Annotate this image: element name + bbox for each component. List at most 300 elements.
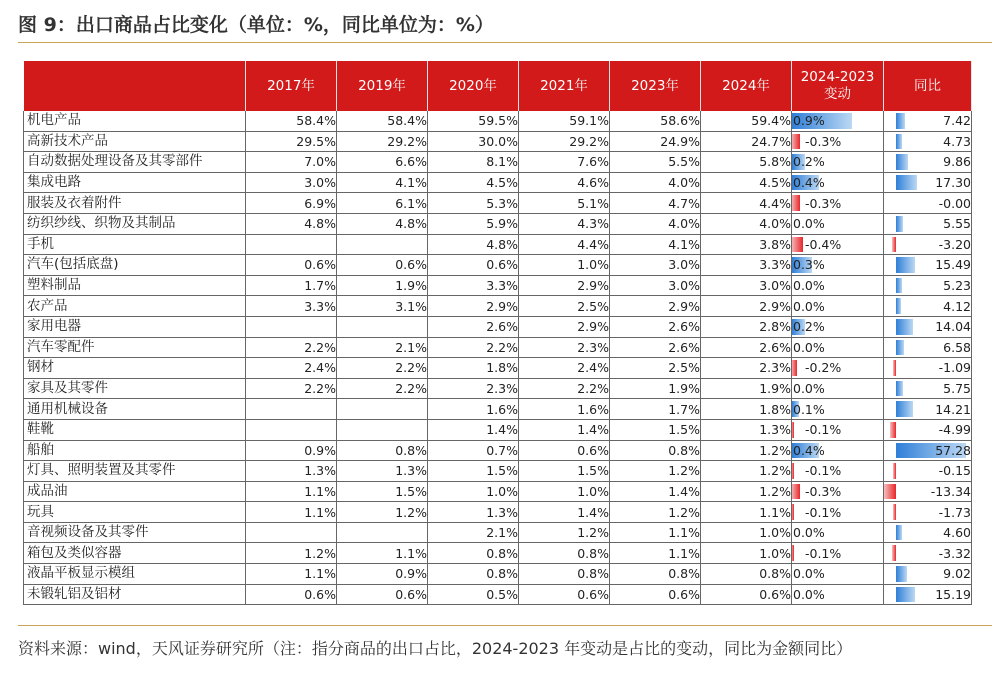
change-value: 0.0%: [793, 298, 825, 314]
cell-change: [792, 131, 884, 152]
cell-y2023: 1.7%: [610, 399, 701, 420]
cell-y2021: 0.8%: [519, 543, 610, 564]
cell-y2017: 1.1%: [246, 502, 337, 523]
row-label: 高新技术产品: [24, 131, 246, 152]
yoy-value: -4.99: [938, 422, 971, 438]
cell-y2024: 1.0%: [701, 543, 792, 564]
change-value: 0.0%: [793, 566, 825, 582]
cell-y2020: 59.5%: [428, 111, 519, 131]
yoy-bar-negative: [892, 545, 896, 561]
table-row: [24, 152, 972, 173]
cell-yoy: [884, 378, 972, 399]
change-value: -0.3%: [805, 483, 842, 499]
header-blank: [24, 61, 246, 111]
cell-yoy: [884, 111, 972, 131]
cell-y2023: 2.6%: [610, 316, 701, 337]
cell-y2020: 1.0%: [428, 481, 519, 502]
change-value: 0.2%: [793, 154, 825, 170]
cell-y2024: 3.3%: [701, 255, 792, 276]
header-2024: 2024年: [701, 61, 792, 111]
yoy-bar-negative: [893, 360, 896, 376]
cell-y2017: 4.8%: [246, 213, 337, 234]
yoy-value: 57.28: [935, 442, 971, 458]
cell-y2024: 1.1%: [701, 502, 792, 523]
row-label: 纺织纱线、织物及其制品: [24, 213, 246, 234]
cell-y2023: 2.6%: [610, 337, 701, 358]
change-value: 0.0%: [793, 525, 825, 541]
cell-yoy: [884, 584, 972, 605]
footer-divider: [18, 625, 992, 626]
row-label: 通用机械设备: [24, 399, 246, 420]
cell-y2024: 1.2%: [701, 440, 792, 461]
cell-y2019: 2.2%: [337, 358, 428, 379]
cell-y2021: 2.9%: [519, 316, 610, 337]
cell-y2023: 0.8%: [610, 564, 701, 585]
row-label: 钢材: [24, 358, 246, 379]
cell-yoy: [884, 316, 972, 337]
cell-y2019: 58.4%: [337, 111, 428, 131]
cell-y2023: 1.1%: [610, 522, 701, 543]
change-bar-negative: [792, 545, 795, 561]
yoy-bar-positive: [896, 381, 903, 397]
row-label: 汽车(包括底盘): [24, 255, 246, 276]
cell-change: [792, 502, 884, 523]
change-bar-negative: [792, 134, 801, 150]
table-row: [24, 564, 972, 585]
yoy-bar-positive: [896, 175, 917, 191]
cell-y2017: 3.3%: [246, 296, 337, 317]
cell-y2017: 1.2%: [246, 543, 337, 564]
yoy-bar-positive: [896, 401, 913, 417]
cell-y2019: 1.3%: [337, 461, 428, 482]
yoy-value: 4.12: [943, 298, 971, 314]
change-value: -0.1%: [805, 545, 842, 561]
yoy-bar-positive: [896, 319, 913, 335]
cell-y2020: 5.9%: [428, 213, 519, 234]
cell-y2020: 5.3%: [428, 193, 519, 214]
yoy-bar-negative: [893, 504, 896, 520]
header-yoy: 同比: [884, 61, 972, 111]
cell-y2021: 1.2%: [519, 522, 610, 543]
cell-y2024: 59.4%: [701, 111, 792, 131]
cell-yoy: [884, 255, 972, 276]
yoy-bar-positive: [896, 113, 905, 129]
yoy-value: 14.21: [935, 401, 971, 417]
cell-y2023: 1.2%: [610, 461, 701, 482]
cell-y2019: 1.2%: [337, 502, 428, 523]
figure-title: 图 9：出口商品占比变化（单位：%，同比单位为：%）: [18, 14, 494, 36]
cell-y2020: 1.3%: [428, 502, 519, 523]
cell-change: [792, 440, 884, 461]
yoy-value: -3.20: [938, 236, 971, 252]
table-row: [24, 316, 972, 337]
yoy-value: 4.60: [943, 525, 971, 541]
cell-y2020: 0.6%: [428, 255, 519, 276]
change-value: 0.0%: [793, 381, 825, 397]
cell-y2020: 0.7%: [428, 440, 519, 461]
row-label: 船舶: [24, 440, 246, 461]
yoy-value: 15.49: [935, 257, 971, 273]
cell-y2023: 58.6%: [610, 111, 701, 131]
table-row: [24, 502, 972, 523]
cell-y2019: [337, 234, 428, 255]
table-row: [24, 522, 972, 543]
yoy-bar-positive: [896, 525, 902, 541]
export-share-table: [23, 61, 972, 605]
cell-y2023: 1.9%: [610, 378, 701, 399]
cell-change: [792, 172, 884, 193]
cell-y2020: 0.8%: [428, 543, 519, 564]
cell-y2019: [337, 399, 428, 420]
cell-y2023: 3.0%: [610, 255, 701, 276]
cell-y2021: 2.2%: [519, 378, 610, 399]
yoy-bar-negative: [893, 463, 896, 479]
cell-y2021: 2.9%: [519, 275, 610, 296]
cell-y2017: 0.6%: [246, 584, 337, 605]
table-row: [24, 234, 972, 255]
cell-yoy: [884, 296, 972, 317]
table-row: [24, 481, 972, 502]
row-label: 服装及衣着附件: [24, 193, 246, 214]
table-row: [24, 193, 972, 214]
change-bar-negative: [792, 484, 801, 500]
yoy-value: -3.32: [938, 545, 971, 561]
yoy-value: 5.75: [943, 381, 971, 397]
cell-y2019: 0.6%: [337, 255, 428, 276]
cell-y2017: 58.4%: [246, 111, 337, 131]
cell-yoy: [884, 522, 972, 543]
cell-y2023: 4.0%: [610, 172, 701, 193]
cell-yoy: [884, 152, 972, 173]
cell-y2023: 3.0%: [610, 275, 701, 296]
yoy-value: 14.04: [935, 319, 971, 335]
cell-y2021: 1.4%: [519, 502, 610, 523]
cell-y2021: 0.8%: [519, 564, 610, 585]
change-value: 0.0%: [793, 216, 825, 232]
cell-y2021: 0.6%: [519, 584, 610, 605]
header-row: [24, 61, 972, 111]
cell-y2024: 1.8%: [701, 399, 792, 420]
cell-y2024: 2.8%: [701, 316, 792, 337]
change-value: 0.1%: [793, 401, 825, 417]
yoy-bar-positive: [896, 298, 901, 314]
cell-change: [792, 152, 884, 173]
cell-y2017: [246, 419, 337, 440]
cell-change: [792, 584, 884, 605]
cell-y2021: 29.2%: [519, 131, 610, 152]
cell-y2024: 1.2%: [701, 461, 792, 482]
cell-y2019: 3.1%: [337, 296, 428, 317]
cell-y2023: 1.1%: [610, 543, 701, 564]
cell-change: [792, 337, 884, 358]
row-label: 家用电器: [24, 316, 246, 337]
cell-y2019: [337, 522, 428, 543]
cell-yoy: [884, 399, 972, 420]
cell-y2021: 5.1%: [519, 193, 610, 214]
cell-y2024: 5.8%: [701, 152, 792, 173]
table-row: [24, 584, 972, 605]
cell-y2023: 0.6%: [610, 584, 701, 605]
cell-yoy: [884, 131, 972, 152]
cell-y2017: 29.5%: [246, 131, 337, 152]
cell-change: [792, 419, 884, 440]
cell-y2021: 2.5%: [519, 296, 610, 317]
table-row: [24, 543, 972, 564]
cell-y2020: 1.6%: [428, 399, 519, 420]
cell-y2020: 3.3%: [428, 275, 519, 296]
cell-y2023: 5.5%: [610, 152, 701, 173]
cell-y2024: 4.0%: [701, 213, 792, 234]
cell-y2020: 2.3%: [428, 378, 519, 399]
header-2017: 2017年: [246, 61, 337, 111]
cell-y2020: 8.1%: [428, 152, 519, 173]
row-label: 音视频设备及其零件: [24, 522, 246, 543]
change-value: 0.2%: [793, 319, 825, 335]
cell-y2021: 7.6%: [519, 152, 610, 173]
table-row: [24, 419, 972, 440]
cell-change: [792, 543, 884, 564]
yoy-bar-positive: [896, 566, 907, 582]
cell-change: [792, 296, 884, 317]
cell-y2024: 1.2%: [701, 481, 792, 502]
cell-y2021: 0.6%: [519, 440, 610, 461]
cell-y2024: 1.3%: [701, 419, 792, 440]
cell-y2017: 2.4%: [246, 358, 337, 379]
header-2020: 2020年: [428, 61, 519, 111]
table-row: [24, 358, 972, 379]
table-row: [24, 172, 972, 193]
cell-change: [792, 213, 884, 234]
cell-yoy: [884, 502, 972, 523]
row-label: 集成电路: [24, 172, 246, 193]
yoy-value: 9.02: [943, 566, 971, 582]
cell-y2017: 6.9%: [246, 193, 337, 214]
yoy-value: 6.58: [943, 339, 971, 355]
change-bar-negative: [792, 463, 795, 479]
row-label: 农产品: [24, 296, 246, 317]
table-row: [24, 131, 972, 152]
row-label: 玩具: [24, 502, 246, 523]
cell-y2020: 30.0%: [428, 131, 519, 152]
yoy-value: -0.15: [938, 463, 971, 479]
cell-change: [792, 275, 884, 296]
cell-change: [792, 358, 884, 379]
cell-y2019: 6.6%: [337, 152, 428, 173]
cell-y2020: 2.2%: [428, 337, 519, 358]
cell-y2017: 2.2%: [246, 337, 337, 358]
cell-y2017: 1.1%: [246, 481, 337, 502]
cell-y2020: 2.9%: [428, 296, 519, 317]
cell-change: [792, 481, 884, 502]
cell-y2023: 4.7%: [610, 193, 701, 214]
cell-yoy: [884, 172, 972, 193]
cell-change: [792, 316, 884, 337]
header-change: 2024-2023 变动: [792, 61, 884, 111]
cell-y2023: 4.1%: [610, 234, 701, 255]
table-row: [24, 378, 972, 399]
cell-y2019: 1.1%: [337, 543, 428, 564]
cell-y2024: 2.3%: [701, 358, 792, 379]
header-2019: 2019年: [337, 61, 428, 111]
row-label: 汽车零配件: [24, 337, 246, 358]
cell-y2020: 0.5%: [428, 584, 519, 605]
cell-y2019: 2.1%: [337, 337, 428, 358]
cell-y2017: 1.7%: [246, 275, 337, 296]
cell-yoy: [884, 213, 972, 234]
cell-y2020: 1.4%: [428, 419, 519, 440]
cell-y2017: [246, 399, 337, 420]
table-row: [24, 337, 972, 358]
cell-yoy: [884, 543, 972, 564]
cell-y2023: 24.9%: [610, 131, 701, 152]
yoy-value: -1.73: [938, 504, 971, 520]
cell-y2020: 4.8%: [428, 234, 519, 255]
cell-yoy: [884, 337, 972, 358]
cell-y2023: 2.9%: [610, 296, 701, 317]
cell-y2021: 1.4%: [519, 419, 610, 440]
yoy-bar-positive: [896, 216, 903, 232]
cell-y2024: 0.6%: [701, 584, 792, 605]
change-bar-negative: [792, 195, 801, 211]
cell-yoy: [884, 358, 972, 379]
cell-change: [792, 378, 884, 399]
yoy-value: 5.23: [943, 278, 971, 294]
yoy-bar-negative: [884, 484, 896, 500]
cell-yoy: [884, 461, 972, 482]
yoy-value: -1.09: [938, 360, 971, 376]
yoy-value: 17.30: [935, 175, 971, 191]
cell-y2024: 4.5%: [701, 172, 792, 193]
cell-y2017: 0.9%: [246, 440, 337, 461]
cell-y2019: [337, 316, 428, 337]
cell-y2019: 4.1%: [337, 172, 428, 193]
yoy-bar-positive: [896, 134, 902, 150]
source-note: 资料来源：wind，天风证券研究所（注：指分商品的出口占比，2024-2023 年变动是占比的变动，同比为金额同比）: [18, 639, 853, 658]
change-value: -0.1%: [805, 504, 842, 520]
change-value: -0.1%: [805, 463, 842, 479]
cell-y2024: 1.0%: [701, 522, 792, 543]
yoy-value: 4.73: [943, 133, 971, 149]
cell-yoy: [884, 234, 972, 255]
row-label: 自动数据处理设备及其零部件: [24, 152, 246, 173]
change-value: -0.1%: [805, 422, 842, 438]
cell-y2020: 0.8%: [428, 564, 519, 585]
cell-yoy: [884, 481, 972, 502]
cell-y2017: 7.0%: [246, 152, 337, 173]
cell-change: [792, 234, 884, 255]
yoy-value: -13.34: [930, 483, 971, 499]
row-label: 机电产品: [24, 111, 246, 131]
cell-change: [792, 461, 884, 482]
yoy-bar-positive: [896, 257, 915, 273]
cell-yoy: [884, 419, 972, 440]
yoy-bar-positive: [896, 340, 904, 356]
row-label: 未锻轧铝及铝材: [24, 584, 246, 605]
cell-change: [792, 522, 884, 543]
cell-y2021: 4.6%: [519, 172, 610, 193]
yoy-bar-positive: [896, 587, 915, 603]
row-label: 家具及其零件: [24, 378, 246, 399]
cell-y2019: [337, 419, 428, 440]
table-body: [24, 111, 972, 605]
cell-y2024: 3.0%: [701, 275, 792, 296]
cell-change: [792, 255, 884, 276]
cell-y2021: 1.6%: [519, 399, 610, 420]
yoy-value: 5.55: [943, 216, 971, 232]
row-label: 手机: [24, 234, 246, 255]
cell-y2023: 1.5%: [610, 419, 701, 440]
cell-y2017: 0.6%: [246, 255, 337, 276]
cell-yoy: [884, 440, 972, 461]
cell-y2017: 1.1%: [246, 564, 337, 585]
cell-y2024: 4.4%: [701, 193, 792, 214]
header-2021: 2021年: [519, 61, 610, 111]
change-value: -0.4%: [805, 236, 842, 252]
row-label: 鞋靴: [24, 419, 246, 440]
cell-y2020: 2.1%: [428, 522, 519, 543]
change-value: 0.0%: [793, 339, 825, 355]
cell-y2017: 1.3%: [246, 461, 337, 482]
cell-y2024: 2.9%: [701, 296, 792, 317]
title-divider: [18, 42, 992, 43]
cell-y2019: 4.8%: [337, 213, 428, 234]
cell-y2021: 59.1%: [519, 111, 610, 131]
row-label: 液晶平板显示模组: [24, 564, 246, 585]
cell-y2024: 3.8%: [701, 234, 792, 255]
cell-y2023: 1.2%: [610, 502, 701, 523]
change-value: 0.9%: [793, 113, 825, 129]
cell-change: [792, 564, 884, 585]
cell-y2021: 1.5%: [519, 461, 610, 482]
cell-y2020: 1.5%: [428, 461, 519, 482]
cell-y2019: 6.1%: [337, 193, 428, 214]
cell-y2019: 0.6%: [337, 584, 428, 605]
cell-y2021: 1.0%: [519, 255, 610, 276]
cell-y2023: 1.4%: [610, 481, 701, 502]
table-row: [24, 275, 972, 296]
table-row: [24, 296, 972, 317]
yoy-value: 9.86: [943, 154, 971, 170]
table-row: [24, 440, 972, 461]
row-label: 箱包及类似容器: [24, 543, 246, 564]
cell-y2017: 2.2%: [246, 378, 337, 399]
cell-y2020: 1.8%: [428, 358, 519, 379]
cell-yoy: [884, 275, 972, 296]
table-row: [24, 213, 972, 234]
cell-y2024: 1.9%: [701, 378, 792, 399]
table-row: [24, 461, 972, 482]
change-value: 0.4%: [793, 175, 825, 191]
yoy-bar-positive: [896, 154, 908, 170]
row-label: 灯具、照明装置及其零件: [24, 461, 246, 482]
cell-y2024: 0.8%: [701, 564, 792, 585]
change-value: -0.2%: [805, 360, 842, 376]
change-value: 0.0%: [793, 586, 825, 602]
cell-y2017: [246, 234, 337, 255]
cell-y2023: 2.5%: [610, 358, 701, 379]
yoy-value: -0.00: [938, 195, 971, 211]
change-bar-negative: [792, 237, 804, 253]
cell-yoy: [884, 193, 972, 214]
cell-y2017: 3.0%: [246, 172, 337, 193]
cell-y2019: 0.9%: [337, 564, 428, 585]
row-label: 成品油: [24, 481, 246, 502]
change-value: 0.3%: [793, 257, 825, 273]
cell-y2021: 4.4%: [519, 234, 610, 255]
yoy-value: 15.19: [935, 586, 971, 602]
cell-y2019: 0.8%: [337, 440, 428, 461]
yoy-bar-negative: [892, 237, 896, 253]
